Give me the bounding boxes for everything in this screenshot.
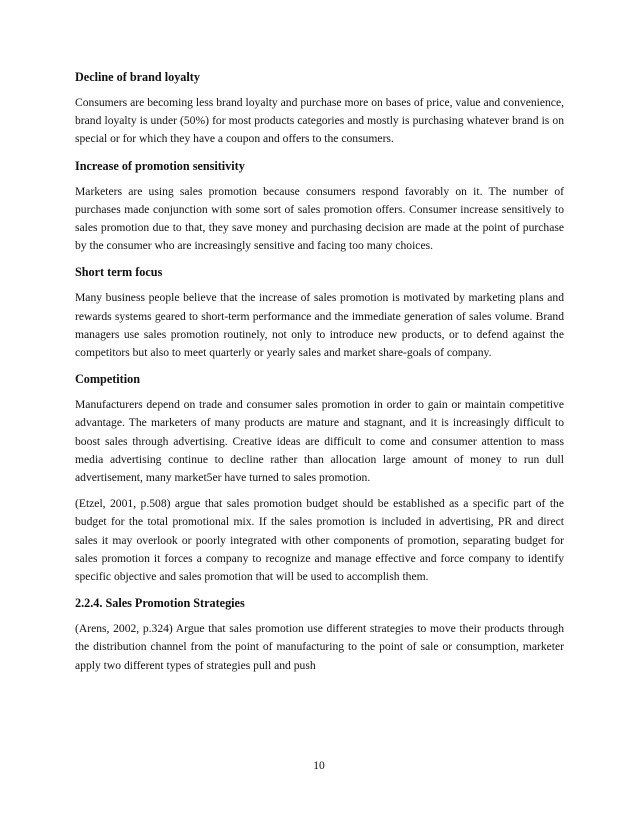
section-heading-promotion-sensitivity: Increase of promotion sensitivity <box>75 158 245 173</box>
paragraph-promotion-sensitivity: Marketers are using sales promotion because consumers respond favorably on it. The number of purchases made conjunction with some sort of sales promotion offers. Consumer increase sensitively to sales promotion due to that, they save money and purchasing decision are made at the point of purchase by the consumer who are increasingly sensitive and facing too many choices. <box>75 184 564 253</box>
section-heading-short-term-focus: Short term focus <box>75 265 163 280</box>
document-page <box>75 68 564 683</box>
paragraph-competition: Manufacturers depend on trade and consumer sales promotion in order to gain or maintain competitive advantage. The marketers of many products are mature and stagnant, and it is increasingly difficult to boost sales through advertising. Creative ideas are difficult to come and consumer attention to mass media advertising continue to decline rather than allocation large amount of money to run dull advertisement, many market5er have turned to sales promotion. <box>75 398 564 485</box>
section-heading-decline-of-brand-loyalty: Decline of brand loyalty <box>75 70 200 84</box>
paragraph-etzel-budget: (Etzel, 2001, p.508) argue that sales promotion budget should be established as a specific part of the budget for the total promotional mix. If the sales promotion is included in advertising, PR and direct sales it may overlook or poorly integrated with other components of promotion, separating budget for sales promotion it forces a company to recognize and manage effective and force company to identify specific objective and sales promotion that will be used to accomplish them. <box>75 497 564 584</box>
section-heading-competition: Competition <box>75 372 140 387</box>
page-number: 10 <box>313 760 325 772</box>
paragraph-short-term-focus: Many business people believe that the increase of sales promotion is motivated by marketing plans and rewards systems geared to short-term performance and the immediate generation of sales volume. Brand managers use sales promotion routinely, not only to introduce new products, or to defend against the competitors but also to meet quarterly or yearly sales and market share-goals of company. <box>75 291 564 360</box>
paragraph-brand-loyalty: Consumers are becoming less brand loyalty and purchase more on bases of price, value and convenience, brand loyalty is under (50%) for most products categories and mostly is purchasing whatever brand is on special or for which they have a coupon and offers to the consumers. <box>75 96 564 146</box>
paragraph-arens-strategies: (Arens, 2002, p.324) Argue that sales promotion use different strategies to move their products through the distribution channel from the point of manufacturing to the point of sale or consumption, marketer apply two different types of strategies pull and push <box>75 622 564 672</box>
section-heading-sales-promotion-strategies: 2.2.4. Sales Promotion Strategies <box>75 596 245 611</box>
